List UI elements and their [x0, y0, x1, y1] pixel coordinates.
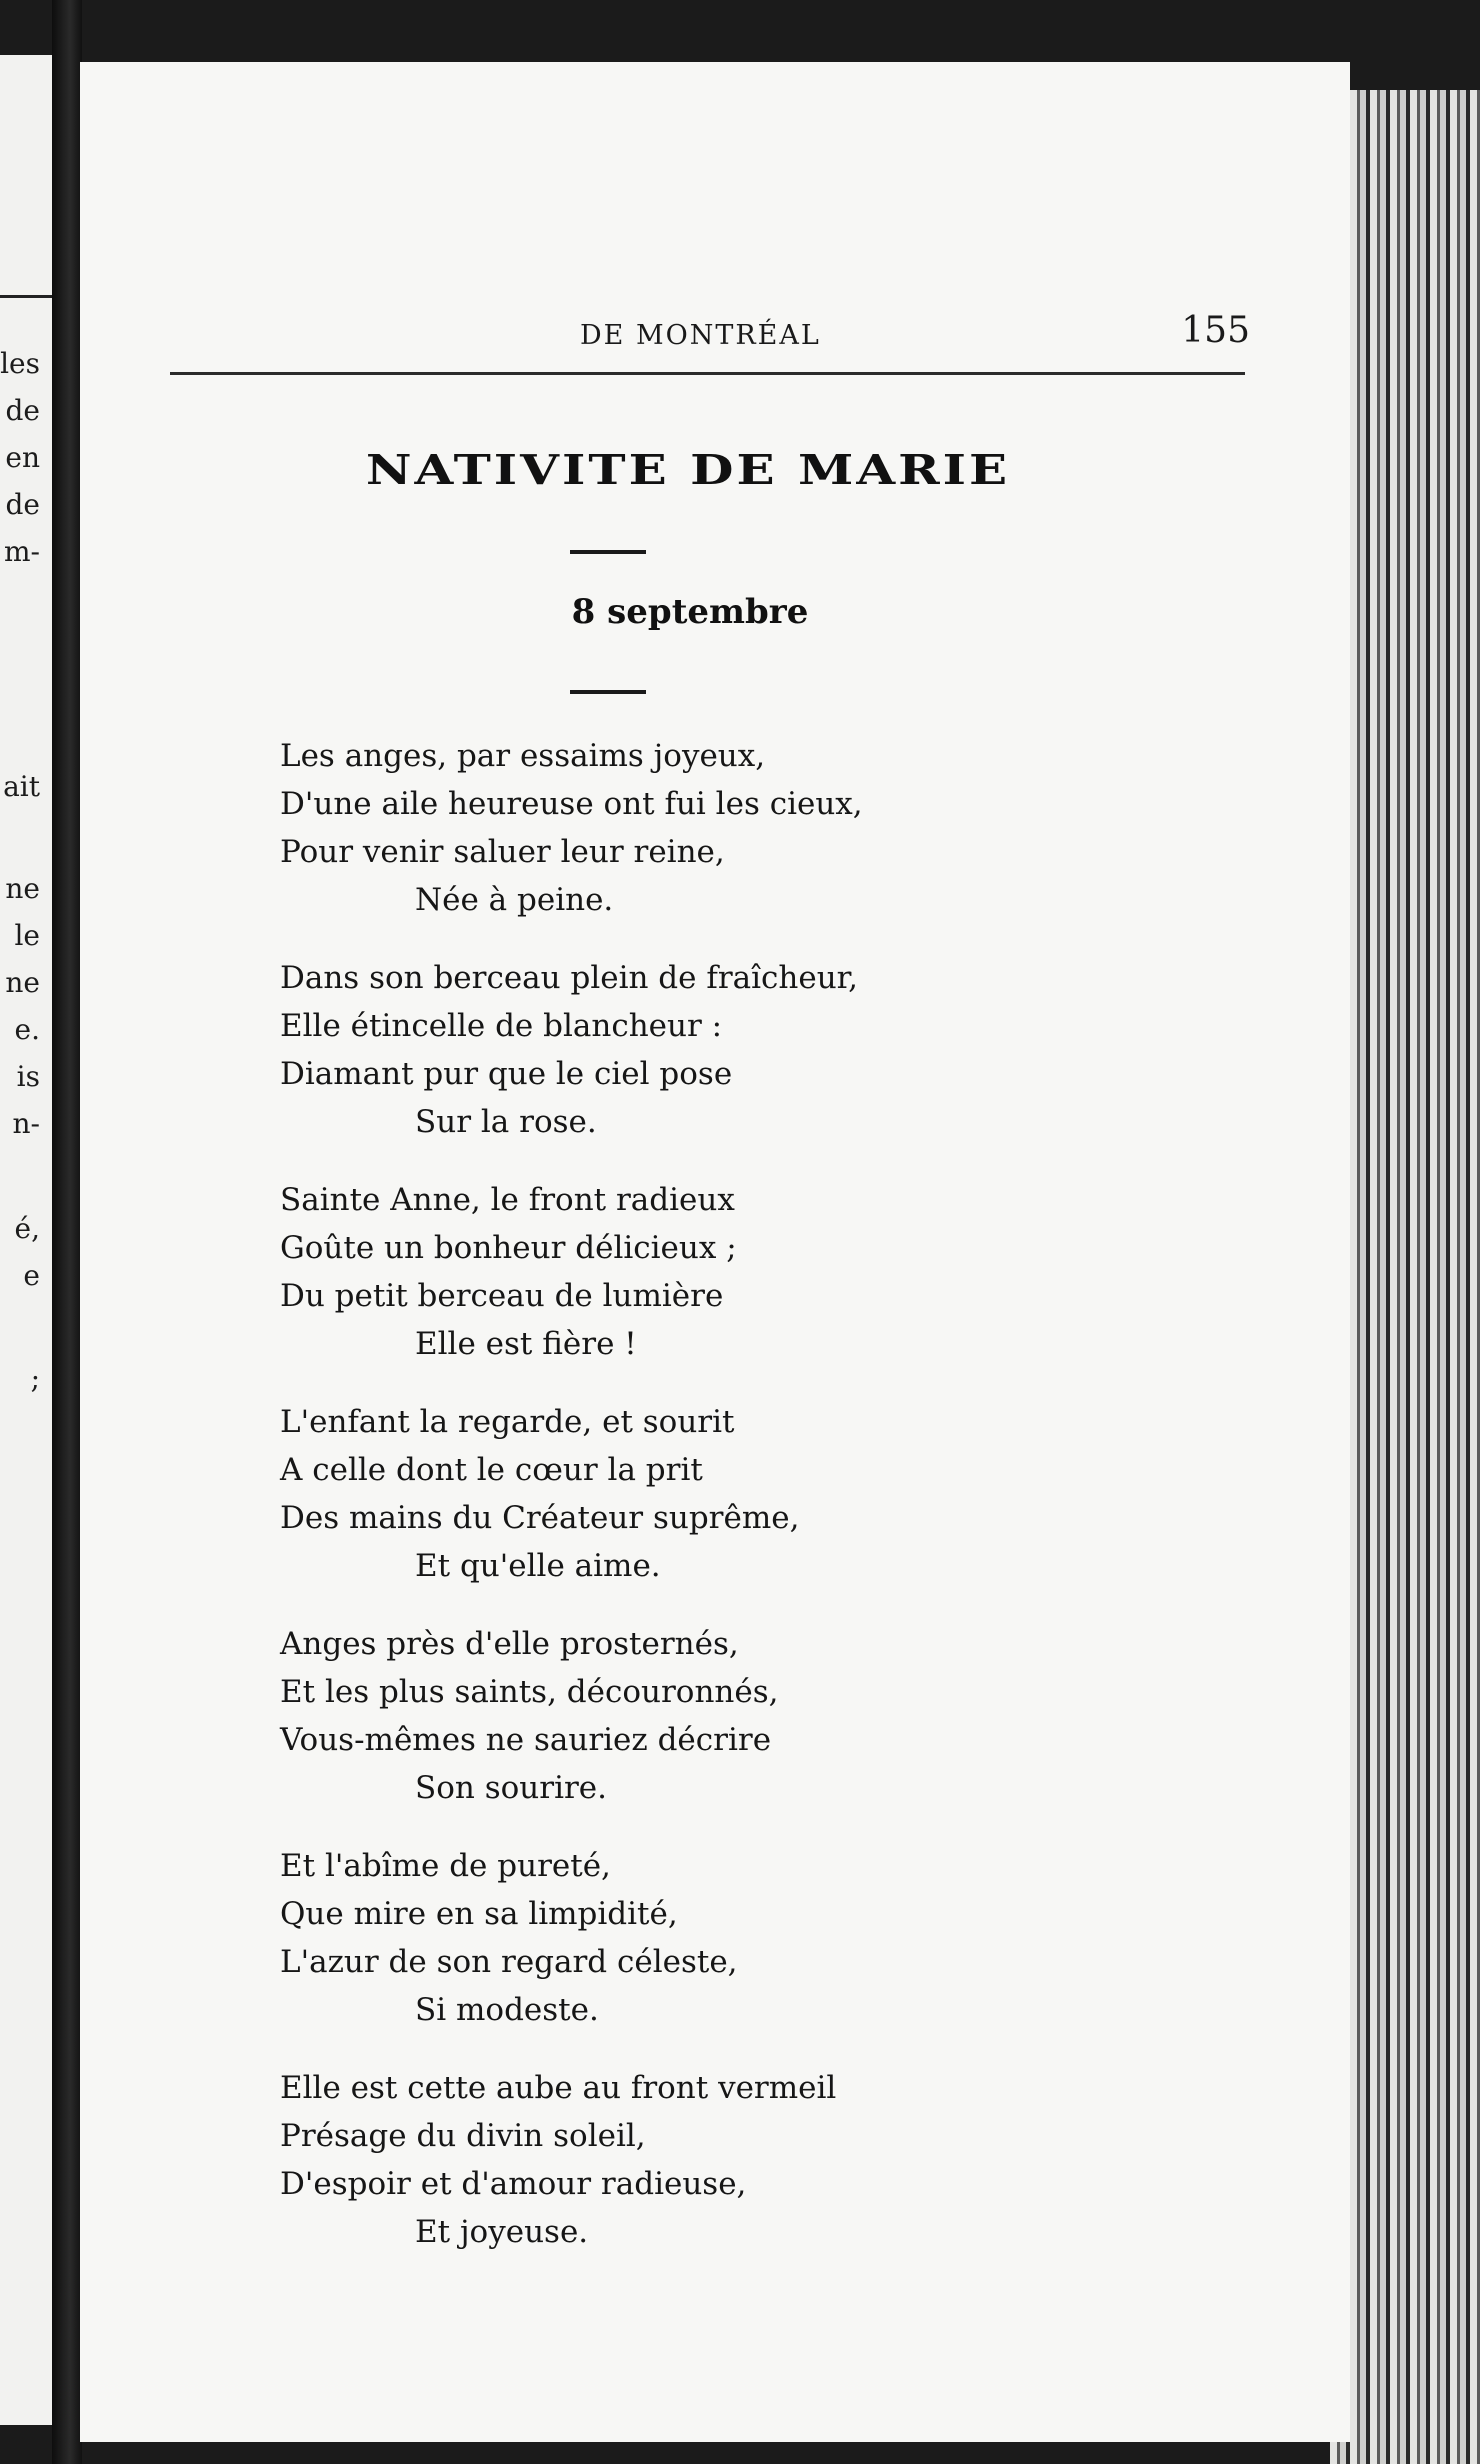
verse-line: Diamant pur que le ciel pose [280, 1056, 733, 1092]
verse-refrain: Née à peine. [415, 882, 614, 918]
running-header [170, 310, 1250, 370]
left-fragment: ; [30, 1362, 40, 1395]
book-gutter [52, 0, 82, 2464]
stanza [280, 1398, 1230, 1590]
stanza [280, 954, 1230, 1146]
verse-line: Dans son berceau plein de fraîcheur, [280, 960, 858, 996]
left-fragment: de [5, 394, 40, 427]
stanza [280, 732, 1230, 924]
left-fragment: e [23, 1259, 40, 1292]
poem-date: 8 septembre [571, 592, 809, 632]
left-fragment: é, [14, 1212, 40, 1245]
verse-line: Et les plus saints, découronnés, [280, 1674, 779, 1710]
left-fragment: n- [12, 1107, 40, 1140]
verse-refrain: Si modeste. [415, 1992, 599, 2028]
verse-line: Vous-mêmes ne sauriez décrire [280, 1722, 772, 1758]
left-fragment: de [5, 488, 40, 521]
title-dash [570, 550, 646, 554]
poem-body [280, 732, 1230, 2286]
verse-line: Elle étincelle de blancheur : [280, 1008, 723, 1044]
left-page-fragment [0, 55, 52, 2425]
left-fragment: en [5, 441, 40, 474]
page [80, 62, 1350, 2442]
left-fragment: m- [3, 535, 40, 568]
verse-line: D'espoir et d'amour radieuse, [280, 2166, 747, 2202]
left-fragment: is [16, 1060, 40, 1093]
verse-line: L'azur de son regard céleste, [280, 1944, 738, 1980]
poem-title: NATIVITE DE MARIE [365, 445, 1011, 494]
stanza [280, 1842, 1230, 2034]
stanza [280, 2064, 1230, 2256]
verse-line: Anges près d'elle prosternés, [280, 1626, 739, 1662]
page-edges [1330, 90, 1480, 2464]
running-title: DE MONTRÉAL [580, 320, 821, 351]
left-page-rule [0, 295, 52, 298]
verse-line: Et l'abîme de pureté, [280, 1848, 611, 1884]
left-fragment: les [0, 347, 40, 380]
verse-line: Sainte Anne, le front radieux [280, 1182, 735, 1218]
verse-refrain: Son sourire. [415, 1770, 608, 1806]
verse-refrain: Et qu'elle aime. [415, 1548, 661, 1584]
verse-line: L'enfant la regarde, et sourit [280, 1404, 735, 1440]
verse-line: A celle dont le cœur la prit [280, 1452, 703, 1488]
verse-refrain: Et joyeuse. [415, 2214, 589, 2250]
left-fragment: ne [5, 966, 40, 999]
verse-line: Du petit berceau de lumière [280, 1278, 724, 1314]
verse-line: D'une aile heureuse ont fui les cieux, [280, 786, 863, 822]
verse-line: Goûte un bonheur délicieux ; [280, 1230, 737, 1266]
verse-line: Les anges, par essaims joyeux, [280, 738, 766, 774]
left-fragment: le [14, 919, 40, 952]
stanza [280, 1176, 1230, 1368]
left-fragment: e. [14, 1013, 40, 1046]
left-fragment: ne [5, 872, 40, 905]
verse-refrain: Elle est fière ! [415, 1326, 637, 1362]
verse-refrain: Sur la rose. [415, 1104, 597, 1140]
verse-line: Des mains du Créateur suprême, [280, 1500, 800, 1536]
verse-line: Elle est cette aube au front vermeil [280, 2070, 837, 2106]
header-rule [170, 372, 1245, 375]
page-number: 155 [1181, 310, 1250, 351]
date-dash [570, 690, 646, 694]
verse-line: Que mire en sa limpidité, [280, 1896, 678, 1932]
verse-line: Présage du divin soleil, [280, 2118, 646, 2154]
left-fragment: ait [3, 770, 40, 803]
stanza [280, 1620, 1230, 1812]
verse-line: Pour venir saluer leur reine, [280, 834, 725, 870]
